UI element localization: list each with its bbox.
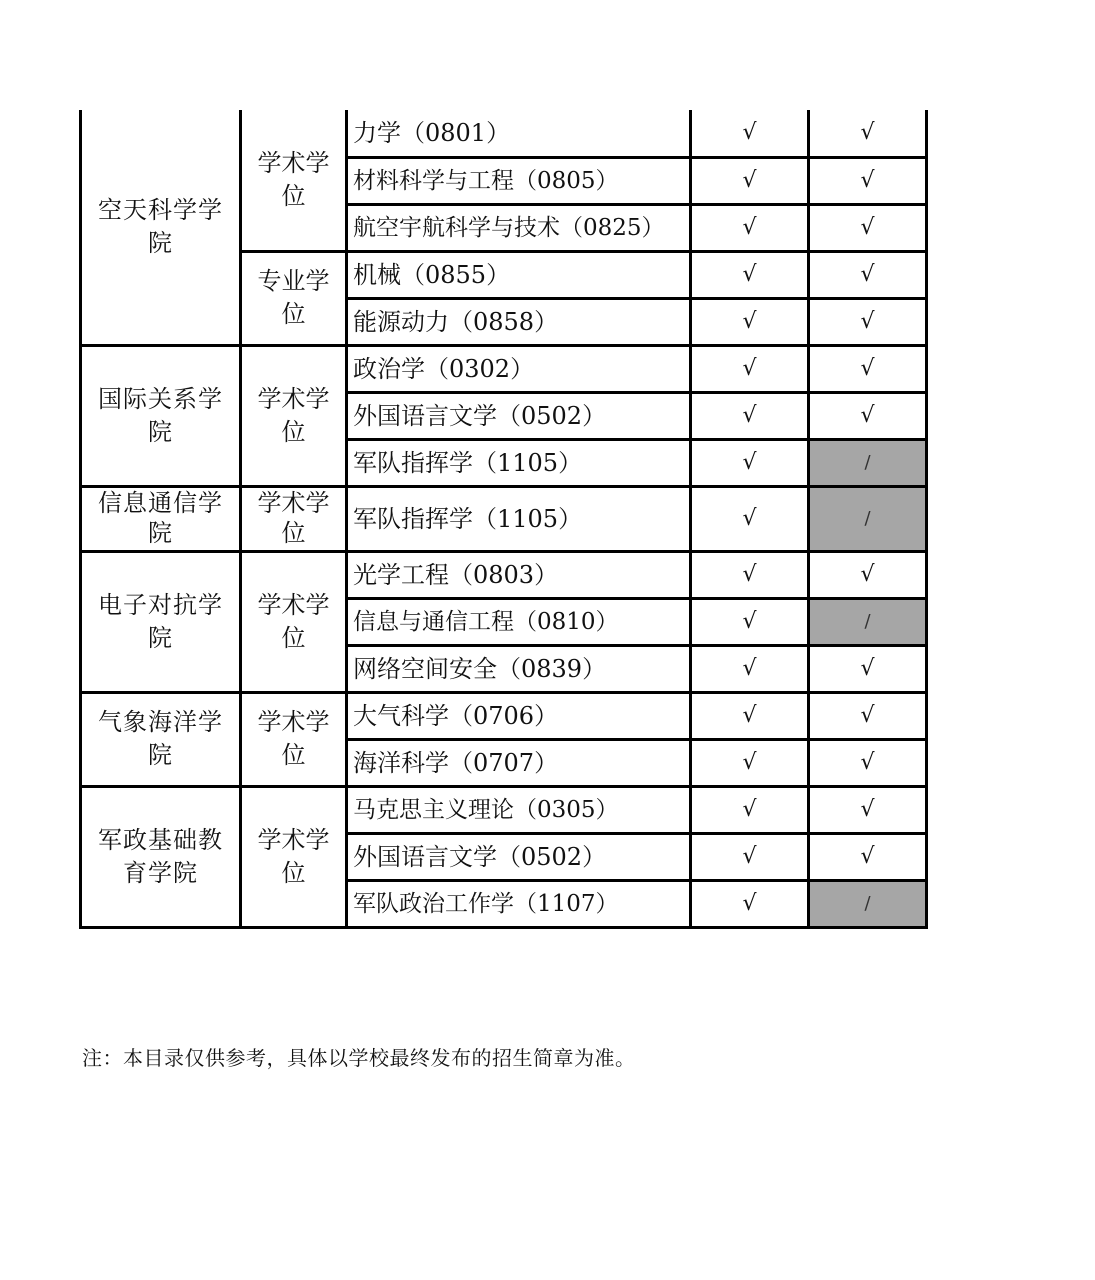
major-name: 外国语言文学（0502） — [347, 833, 691, 880]
check-mark: √ — [809, 110, 927, 157]
college-name-cell — [81, 110, 241, 345]
not-available-mark: / — [809, 439, 927, 486]
check-mark: √ — [691, 439, 809, 486]
degree-type-cell — [241, 551, 347, 692]
major-name: 信息与通信工程（0810） — [347, 598, 691, 645]
check-mark: √ — [691, 110, 809, 157]
check-mark: √ — [809, 739, 927, 786]
major-name: 军队指挥学（1105） — [347, 439, 691, 486]
degree-type-cell — [241, 110, 347, 251]
table-row — [81, 692, 927, 739]
major-name: 军队政治工作学（1107） — [347, 880, 691, 927]
table-row — [81, 345, 927, 392]
table-row — [81, 110, 927, 157]
check-mark: √ — [809, 692, 927, 739]
major-name: 力学（0801） — [347, 110, 691, 157]
major-name: 材料科学与工程（0805） — [347, 157, 691, 204]
check-mark: √ — [691, 833, 809, 880]
major-name: 海洋科学（0707） — [347, 739, 691, 786]
check-mark: √ — [691, 692, 809, 739]
table-row — [81, 486, 927, 551]
major-name: 大气科学（0706） — [347, 692, 691, 739]
college-name-cell — [81, 692, 241, 786]
check-mark: √ — [691, 392, 809, 439]
check-mark: √ — [809, 298, 927, 345]
degree-type: 专业学位 — [257, 267, 330, 328]
check-mark: √ — [691, 486, 809, 551]
college-name-cell — [81, 345, 241, 486]
degree-type-cell — [241, 345, 347, 486]
college-name-cell — [81, 551, 241, 692]
not-available-mark: / — [809, 880, 927, 927]
college-name: 空天科学学院 — [98, 195, 223, 257]
major-name: 光学工程（0803） — [347, 551, 691, 598]
check-mark: √ — [691, 598, 809, 645]
program-catalog-table — [79, 110, 928, 929]
check-mark: √ — [809, 345, 927, 392]
degree-type-cell — [241, 251, 347, 345]
degree-type-cell — [241, 486, 347, 551]
check-mark: √ — [691, 298, 809, 345]
check-mark: √ — [691, 786, 809, 833]
degree-type: 学术学位 — [257, 384, 330, 446]
check-mark: √ — [691, 345, 809, 392]
degree-type-cell — [241, 786, 347, 927]
degree-type: 学术学位 — [257, 488, 330, 547]
major-name: 军队指挥学（1105） — [347, 486, 691, 551]
check-mark: √ — [809, 833, 927, 880]
degree-type: 学术学位 — [257, 825, 330, 887]
check-mark: √ — [691, 880, 809, 927]
check-mark: √ — [809, 786, 927, 833]
check-mark: √ — [809, 204, 927, 251]
major-name: 航空宇航科学与技术（0825） — [347, 204, 691, 251]
check-mark: √ — [809, 551, 927, 598]
major-name: 马克思主义理论（0305） — [347, 786, 691, 833]
college-name: 电子对抗学院 — [98, 590, 223, 652]
not-available-mark: / — [809, 486, 927, 551]
college-name: 国际关系学院 — [98, 384, 223, 446]
footnote: 注：本目录仅供参考，具体以学校最终发布的招生简章为准。 — [82, 1046, 636, 1070]
major-name: 外国语言文学（0502） — [347, 392, 691, 439]
degree-type-cell — [241, 692, 347, 786]
check-mark: √ — [691, 251, 809, 298]
college-name-cell — [81, 486, 241, 551]
college-name-cell — [81, 786, 241, 927]
check-mark: √ — [809, 251, 927, 298]
not-available-mark: / — [809, 598, 927, 645]
degree-type: 学术学位 — [257, 148, 330, 210]
major-name: 能源动力（0858） — [347, 298, 691, 345]
college-name: 气象海洋学院 — [98, 708, 223, 769]
major-name: 网络空间安全（0839） — [347, 645, 691, 692]
check-mark: √ — [809, 392, 927, 439]
table-row — [81, 551, 927, 598]
check-mark: √ — [691, 551, 809, 598]
check-mark: √ — [809, 157, 927, 204]
check-mark: √ — [691, 204, 809, 251]
check-mark: √ — [691, 645, 809, 692]
catalog-body — [81, 110, 927, 927]
college-name: 军政基础教育学院 — [98, 825, 223, 887]
check-mark: √ — [691, 739, 809, 786]
degree-type: 学术学位 — [257, 708, 330, 769]
degree-type: 学术学位 — [257, 590, 330, 652]
table-row — [81, 786, 927, 833]
check-mark: √ — [691, 157, 809, 204]
major-name: 政治学（0302） — [347, 345, 691, 392]
check-mark: √ — [809, 645, 927, 692]
college-name: 信息通信学院 — [98, 488, 223, 547]
major-name: 机械（0855） — [347, 251, 691, 298]
